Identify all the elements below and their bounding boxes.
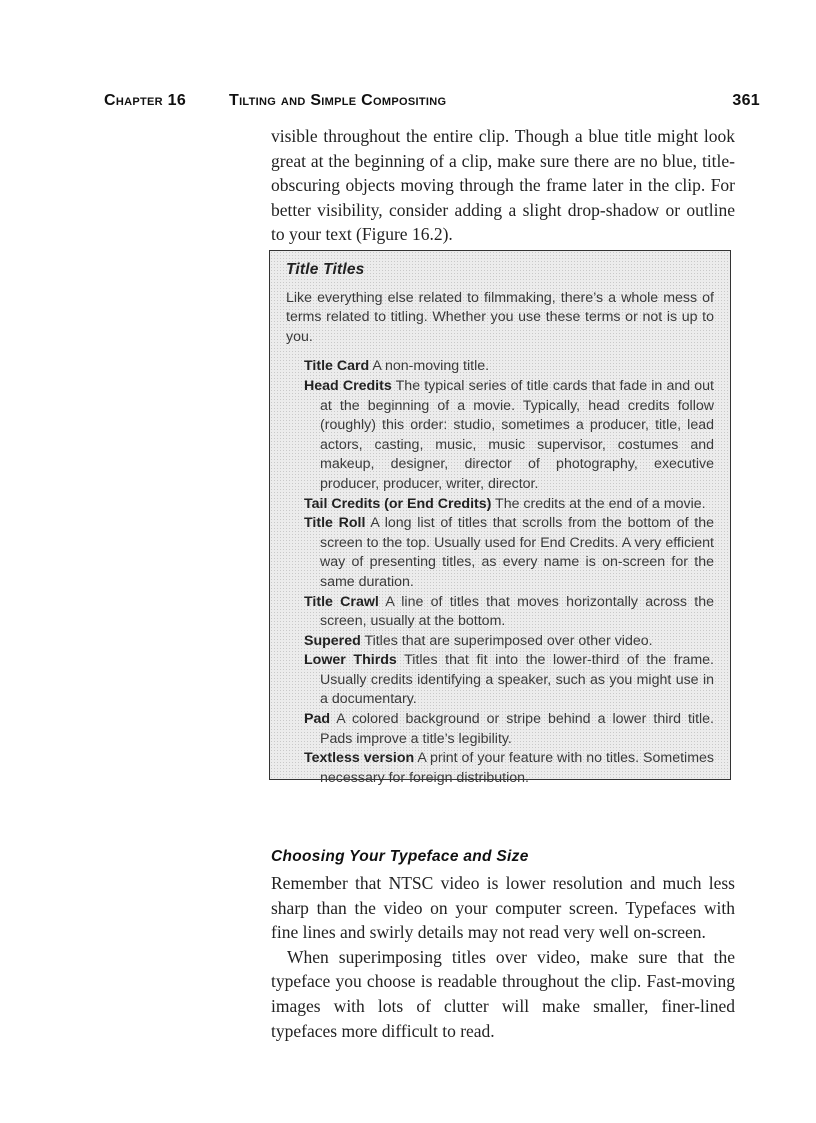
term-definition: A print of your feature with no titles. Sometimes necessary for foreign distribution. — [320, 750, 715, 786]
sidebar-heading: Title Titles — [286, 261, 365, 278]
running-head — [104, 92, 760, 116]
term-item — [286, 749, 714, 788]
term-definition: The typical series of title cards that fade in and out at the beginning of a movie. Typically, head credits follow (roughly) this order: studio, sometimes a producer, title, lead actors, casting, music, music supervisor, costumes and makeup, designer, director of photography, executive producer, producer, writer, director. — [320, 377, 715, 492]
term-name: Title Roll — [304, 515, 366, 532]
term-item — [286, 495, 714, 515]
section-body — [271, 871, 735, 1043]
term-item — [286, 651, 714, 710]
term-list — [286, 357, 714, 788]
sidebar-box — [269, 250, 731, 786]
term-item — [286, 357, 714, 377]
term-name: Textless version — [304, 750, 415, 767]
page-number: 361 — [732, 92, 760, 109]
term-item — [286, 377, 714, 495]
term-definition: A line of titles that moves horizontally across the screen, usually at the bottom. — [320, 593, 714, 630]
term-name: Title Crawl — [304, 593, 379, 610]
intro-paragraph: visible throughout the entire clip. Though a blue title might look great at the beginning of a clip, make sure there are no blue, title-obscuring objects moving through the frame later in the clip. For better visibility, consider adding a slight drop-shadow or outline to your text (Figure 16.2). — [271, 126, 735, 245]
term-definition: A non-moving title. — [372, 358, 490, 375]
term-name: Head Credits — [304, 377, 392, 394]
term-definition: Titles that are superimposed over other video. — [364, 632, 653, 649]
term-name: Title Card — [304, 358, 370, 375]
section-paragraph: When superimposing titles over video, make sure that the typeface you choose is readable throughout the clip. Fast-moving images with lots of clutter will make smaller, finer-lined typefaces more difficult to read. — [271, 946, 735, 1041]
section-heading: Choosing Your Typeface and Size — [271, 848, 529, 865]
term-name: Tail Credits (or End Credits) — [304, 495, 492, 512]
term-item — [286, 514, 714, 592]
term-item — [286, 593, 714, 632]
chapter-title: Tilting and Simple Compositing — [229, 92, 447, 109]
section-paragraph: Remember that NTSC video is lower resolution and much less sharp than the video on your computer screen. Typefaces with fine lines and swirly details may not read very well on-screen. — [271, 873, 735, 943]
sidebar-intro: Like everything else related to filmmaking, there’s a whole mess of terms related to titling. Whether you use these terms or not is up to you. — [286, 289, 714, 345]
term-name: Lower Thirds — [304, 652, 397, 669]
term-item — [286, 710, 714, 749]
term-definition: A long list of titles that scrolls from the bottom of the screen to the top. Usually used for End Credits. A very efficient way of presenting titles, as every name is on-screen for the same duration. — [320, 515, 714, 590]
term-definition: A colored background or stripe behind a lower third title. Pads improve a title’s legibility. — [320, 711, 714, 747]
term-name: Pad — [304, 711, 331, 728]
term-definition: Titles that fit into the lower-third of the frame. Usually credits identifying a speaker, such as you might use in a documentary. — [320, 652, 714, 708]
term-item — [286, 632, 714, 652]
term-name: Supered — [304, 632, 361, 649]
chapter-label: Chapter 16 — [104, 92, 187, 109]
term-definition: The credits at the end of a movie. — [495, 495, 706, 512]
intro-text — [271, 124, 735, 247]
